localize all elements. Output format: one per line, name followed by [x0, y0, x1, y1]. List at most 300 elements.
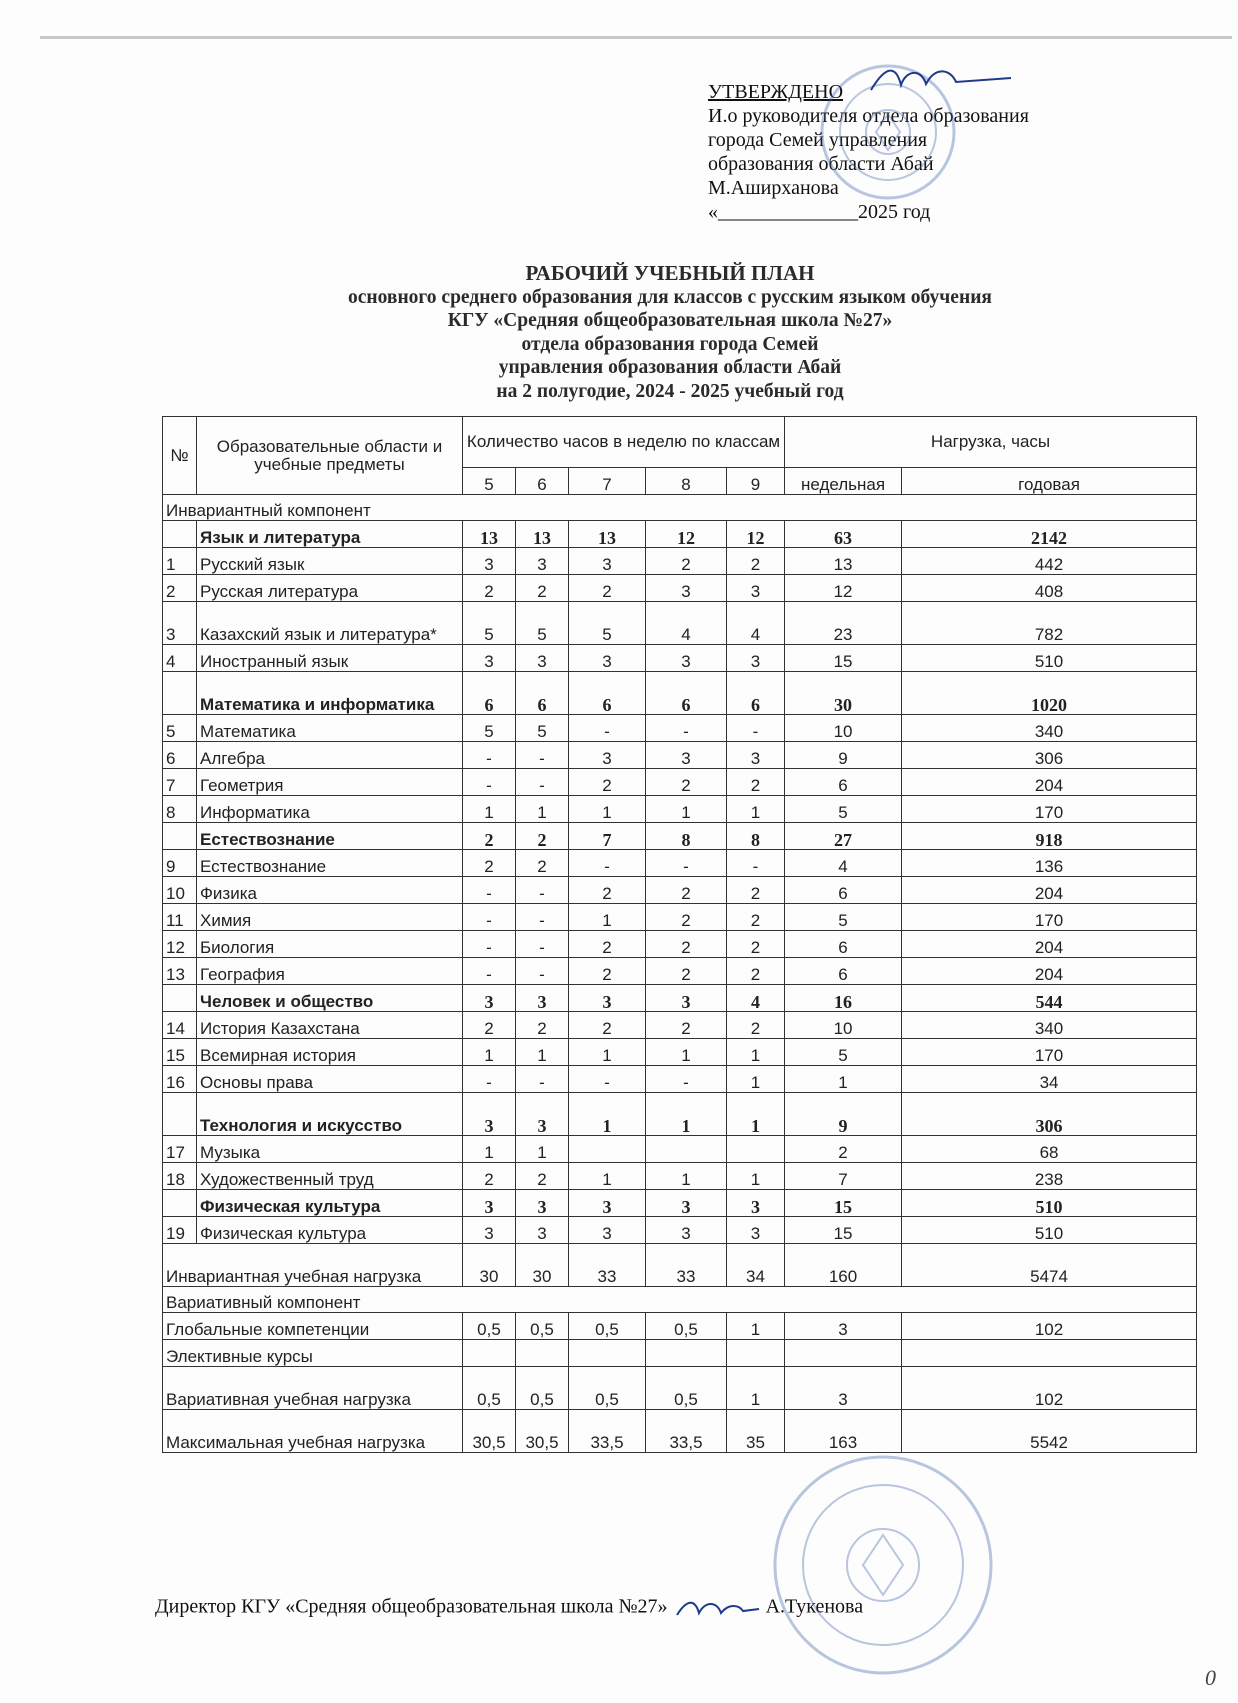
group-row [163, 823, 1197, 850]
grade-hours-cell: 5 [463, 602, 516, 645]
approval-line: М.Аширханова [708, 177, 839, 199]
grade-hours-cell: 2 [463, 823, 516, 850]
grade-hours-cell: 0,5 [569, 1313, 646, 1340]
weekly-load-cell: 2 [785, 1136, 902, 1163]
grade-hours-cell: - [646, 715, 727, 742]
grade-hours-cell: 33,5 [569, 1410, 646, 1453]
weekly-load-cell: 6 [785, 931, 902, 958]
grade-hours-cell [463, 1340, 516, 1367]
grade-hours-cell: - [516, 1066, 569, 1093]
subject-name: Геометрия [197, 769, 463, 796]
grade-hours-cell: 0,5 [646, 1367, 727, 1410]
grade-hours-cell: 1 [569, 1163, 646, 1190]
variative-row [163, 1410, 1197, 1453]
grade-hours-cell: 2 [646, 931, 727, 958]
grade-hours-cell: 4 [727, 602, 785, 645]
summary-label: Инвариантная учебная нагрузка [163, 1244, 463, 1287]
yearly-load-cell: 170 [902, 904, 1197, 931]
grade-hours-cell: 2 [516, 823, 569, 850]
grade-hours-cell: 3 [463, 645, 516, 672]
row-number: 4 [163, 645, 197, 672]
grade-hours-cell: 6 [646, 672, 727, 715]
grade-hours-cell: 1 [727, 1367, 785, 1410]
weekly-load-cell: 15 [785, 1217, 902, 1244]
curriculum-table [162, 416, 1197, 1453]
grade-hours-cell: 2 [463, 1012, 516, 1039]
grade-hours-cell: 3 [727, 575, 785, 602]
row-number: 8 [163, 796, 197, 823]
grade-hours-cell: 0,5 [516, 1313, 569, 1340]
grade-hours-cell: 0,5 [516, 1367, 569, 1410]
header-load: Нагрузка, часы [785, 417, 1197, 468]
header-grade: 9 [727, 468, 785, 495]
heading-line: управления образования области Абай [498, 357, 842, 378]
yearly-load-cell: 204 [902, 931, 1197, 958]
grade-hours-cell: 5 [516, 602, 569, 645]
grade-hours-cell: 3 [569, 1217, 646, 1244]
grade-hours-cell: - [727, 850, 785, 877]
yearly-load-cell: 340 [902, 715, 1197, 742]
grade-hours-cell: 1 [569, 1093, 646, 1136]
subject-row [163, 958, 1197, 985]
grade-hours-cell: 3 [463, 1217, 516, 1244]
group-num-cell [163, 1093, 197, 1136]
grade-hours-cell: 2 [516, 850, 569, 877]
grade-hours-cell: 1 [516, 796, 569, 823]
subject-name: Химия [197, 904, 463, 931]
weekly-load-cell: 9 [785, 742, 902, 769]
subject-name: Всемирная история [197, 1039, 463, 1066]
director-text: Директор КГУ «Средняя общеобразовательная школа №27» [155, 1595, 668, 1618]
director-signature [673, 1595, 761, 1621]
grade-hours-cell: 6 [516, 672, 569, 715]
subject-row [163, 931, 1197, 958]
yearly-load-cell: 918 [902, 823, 1197, 850]
grade-hours-cell: 2 [646, 769, 727, 796]
subject-row [163, 904, 1197, 931]
yearly-load-cell: 204 [902, 877, 1197, 904]
grade-hours-cell: 1 [463, 1136, 516, 1163]
approval-line: И.о руководителя отдела образования [708, 105, 1029, 127]
grade-hours-cell: 3 [516, 1217, 569, 1244]
grade-hours-cell [727, 1136, 785, 1163]
subject-row [163, 575, 1197, 602]
subject-name: История Казахстана [197, 1012, 463, 1039]
subject-row [163, 1217, 1197, 1244]
row-number: 15 [163, 1039, 197, 1066]
weekly-load-cell: 3 [785, 1313, 902, 1340]
grade-hours-cell: 4 [727, 985, 785, 1012]
header-yearly: годовая [902, 468, 1197, 495]
grade-hours-cell: 2 [463, 1163, 516, 1190]
yearly-load-cell: 442 [902, 548, 1197, 575]
yearly-load-cell: 1020 [902, 672, 1197, 715]
grade-hours-cell: - [516, 931, 569, 958]
yearly-load-cell: 306 [902, 742, 1197, 769]
row-number: 2 [163, 575, 197, 602]
subject-row [163, 602, 1197, 645]
header-weekly: недельная [785, 468, 902, 495]
group-num-cell [163, 672, 197, 715]
yearly-load-cell: 5542 [902, 1410, 1197, 1453]
approval-signature [866, 60, 1016, 100]
yearly-load-cell: 170 [902, 1039, 1197, 1066]
grade-hours-cell: 1 [569, 1039, 646, 1066]
grade-hours-cell: 2 [727, 769, 785, 796]
grade-hours-cell: - [646, 1066, 727, 1093]
weekly-load-cell: 6 [785, 769, 902, 796]
grade-hours-cell: 0,5 [569, 1367, 646, 1410]
heading-line: на 2 полугодие, 2024 - 2025 учебный год [496, 380, 844, 402]
summary-label: Максимальная учебная нагрузка [163, 1410, 463, 1453]
grade-hours-cell: 0,5 [463, 1313, 516, 1340]
grade-hours-cell: 3 [727, 645, 785, 672]
subject-name: Физика [197, 877, 463, 904]
grade-hours-cell [646, 1340, 727, 1367]
grade-hours-cell: 3 [569, 645, 646, 672]
subject-row [163, 796, 1197, 823]
subject-row [163, 1039, 1197, 1066]
group-title: Язык и литература [197, 521, 463, 548]
approval-line: города Семей управления [708, 129, 928, 151]
grade-hours-cell: 3 [516, 1190, 569, 1217]
grade-hours-cell: 33,5 [646, 1410, 727, 1453]
weekly-load-cell: 6 [785, 877, 902, 904]
grade-hours-cell: 30,5 [516, 1410, 569, 1453]
grade-hours-cell: 3 [646, 645, 727, 672]
subject-row [163, 877, 1197, 904]
header-subject: Образовательные области и учебные предметы [197, 417, 463, 495]
grade-hours-cell: 34 [727, 1244, 785, 1287]
grade-hours-cell: 2 [569, 958, 646, 985]
weekly-load-cell: 3 [785, 1367, 902, 1410]
grade-hours-cell: 1 [463, 1039, 516, 1066]
yearly-load-cell: 2142 [902, 521, 1197, 548]
grade-hours-cell: 3 [569, 742, 646, 769]
grade-hours-cell: - [463, 904, 516, 931]
yearly-load-cell: 136 [902, 850, 1197, 877]
row-number: 3 [163, 602, 197, 645]
grade-hours-cell: 3 [646, 742, 727, 769]
group-row [163, 521, 1197, 548]
summary-label: Вариативная учебная нагрузка [163, 1367, 463, 1410]
yearly-load-cell: 34 [902, 1066, 1197, 1093]
grade-hours-cell: 7 [569, 823, 646, 850]
grade-hours-cell: 2 [516, 1012, 569, 1039]
row-number: 16 [163, 1066, 197, 1093]
weekly-load-cell: 63 [785, 521, 902, 548]
section-invariant: Инвариантный компонент [163, 495, 1197, 521]
grade-hours-cell: - [516, 877, 569, 904]
yearly-load-cell: 102 [902, 1367, 1197, 1410]
grade-hours-cell: - [569, 850, 646, 877]
corner-mark: 0 [1205, 1665, 1216, 1690]
approval-title: УТВЕРЖДЕНО [708, 81, 844, 103]
grade-hours-cell: 2 [727, 877, 785, 904]
weekly-load-cell: 5 [785, 1039, 902, 1066]
grade-hours-cell: 2 [727, 1012, 785, 1039]
grade-hours-cell: 8 [727, 823, 785, 850]
yearly-load-cell: 782 [902, 602, 1197, 645]
grade-hours-cell: 3 [463, 1093, 516, 1136]
group-row [163, 672, 1197, 715]
group-title: Технология и искусство [197, 1093, 463, 1136]
weekly-load-cell: 6 [785, 958, 902, 985]
grade-hours-cell: - [516, 769, 569, 796]
grade-hours-cell: 1 [727, 1039, 785, 1066]
weekly-load-cell: 12 [785, 575, 902, 602]
grade-hours-cell: 3 [569, 548, 646, 575]
yearly-load-cell: 170 [902, 796, 1197, 823]
row-number: 6 [163, 742, 197, 769]
grade-hours-cell: 1 [646, 796, 727, 823]
grade-hours-cell: 2 [516, 575, 569, 602]
weekly-load-cell: 30 [785, 672, 902, 715]
grade-hours-cell: 5 [516, 715, 569, 742]
group-row [163, 1190, 1197, 1217]
row-number: 17 [163, 1136, 197, 1163]
weekly-load-cell: 5 [785, 904, 902, 931]
grade-hours-cell: 3 [463, 1190, 516, 1217]
subject-row [163, 1066, 1197, 1093]
official-stamp-bottom [765, 1450, 998, 1680]
grade-hours-cell: - [569, 1066, 646, 1093]
header-grade: 5 [463, 468, 516, 495]
grade-hours-cell: 1 [727, 1093, 785, 1136]
document-title: РАБОЧИЙ УЧЕБНЫЙ ПЛАН [525, 261, 815, 285]
grade-hours-cell: 3 [646, 575, 727, 602]
approval-line: образования области Абай [708, 153, 934, 175]
grade-hours-cell: - [463, 958, 516, 985]
heading-line: основного среднего образования для классов с русским языком обучения [348, 286, 992, 308]
weekly-load-cell: 4 [785, 850, 902, 877]
weekly-load-cell: 160 [785, 1244, 902, 1287]
group-num-cell [163, 985, 197, 1012]
grade-hours-cell: 1 [463, 796, 516, 823]
subject-name: Информатика [197, 796, 463, 823]
yearly-load-cell: 306 [902, 1093, 1197, 1136]
grade-hours-cell: 3 [646, 1190, 727, 1217]
grade-hours-cell: 1 [516, 1039, 569, 1066]
subject-row [163, 645, 1197, 672]
grade-hours-cell: 30 [516, 1244, 569, 1287]
yearly-load-cell: 510 [902, 1190, 1197, 1217]
approval-date: «______________2025 год [708, 201, 931, 223]
row-number: 18 [163, 1163, 197, 1190]
grade-hours-cell: 30,5 [463, 1410, 516, 1453]
weekly-load-cell: 15 [785, 645, 902, 672]
grade-hours-cell: 33 [569, 1244, 646, 1287]
subject-name: Естествознание [197, 850, 463, 877]
subject-name: Алгебра [197, 742, 463, 769]
grade-hours-cell: 1 [727, 1163, 785, 1190]
grade-hours-cell: 13 [569, 521, 646, 548]
grade-hours-cell: 3 [463, 548, 516, 575]
grade-hours-cell: 2 [569, 1012, 646, 1039]
weekly-load-cell: 16 [785, 985, 902, 1012]
grade-hours-cell: - [463, 877, 516, 904]
grade-hours-cell: 2 [569, 931, 646, 958]
grade-hours-cell: 1 [727, 1066, 785, 1093]
subject-row [163, 742, 1197, 769]
grade-hours-cell: - [516, 904, 569, 931]
grade-hours-cell: 2 [727, 904, 785, 931]
grade-hours-cell: 2 [569, 769, 646, 796]
grade-hours-cell: - [646, 850, 727, 877]
subject-name: Основы права [197, 1066, 463, 1093]
grade-hours-cell: 1 [727, 1313, 785, 1340]
grade-hours-cell [569, 1136, 646, 1163]
grade-hours-cell: 2 [727, 548, 785, 575]
yearly-load-cell: 510 [902, 1217, 1197, 1244]
row-number: 5 [163, 715, 197, 742]
grade-hours-cell: 3 [646, 1217, 727, 1244]
header-hours-per-week: Количество часов в неделю по классам [463, 417, 785, 468]
group-title: Математика и информатика [197, 672, 463, 715]
director-name: А.Тукенова [765, 1595, 864, 1618]
grade-hours-cell: 6 [569, 672, 646, 715]
grade-hours-cell: 1 [727, 796, 785, 823]
subject-name: Математика [197, 715, 463, 742]
grade-hours-cell: 2 [463, 575, 516, 602]
header-grade: 7 [569, 468, 646, 495]
subject-row [163, 548, 1197, 575]
header-grade: 8 [646, 468, 727, 495]
weekly-load-cell: 5 [785, 796, 902, 823]
yearly-load-cell: 408 [902, 575, 1197, 602]
grade-hours-cell: 4 [646, 602, 727, 645]
grade-hours-cell: 3 [516, 645, 569, 672]
grade-hours-cell: 13 [463, 521, 516, 548]
grade-hours-cell: - [463, 931, 516, 958]
group-title: Человек и общество [197, 985, 463, 1012]
weekly-load-cell: 27 [785, 823, 902, 850]
yearly-load-cell: 510 [902, 645, 1197, 672]
grade-hours-cell: 13 [516, 521, 569, 548]
subject-row [163, 1136, 1197, 1163]
group-title: Естествознание [197, 823, 463, 850]
grade-hours-cell: 2 [516, 1163, 569, 1190]
yearly-load-cell [902, 1340, 1197, 1367]
variative-row [163, 1367, 1197, 1410]
grade-hours-cell: - [516, 742, 569, 769]
grade-hours-cell [569, 1340, 646, 1367]
curriculum-table-body [163, 417, 1197, 1453]
heading-line: КГУ «Средняя общеобразовательная школа №27» [447, 310, 893, 331]
subject-name: География [197, 958, 463, 985]
grade-hours-cell: 3 [727, 742, 785, 769]
yearly-load-cell: 544 [902, 985, 1197, 1012]
grade-hours-cell: 5 [569, 602, 646, 645]
row-number: 10 [163, 877, 197, 904]
yearly-load-cell: 340 [902, 1012, 1197, 1039]
yearly-load-cell: 68 [902, 1136, 1197, 1163]
weekly-load-cell: 10 [785, 1012, 902, 1039]
grade-hours-cell: 0,5 [463, 1367, 516, 1410]
grade-hours-cell: 2 [646, 877, 727, 904]
heading-line: отдела образования города Семей [521, 333, 819, 355]
variative-row [163, 1340, 1197, 1367]
grade-hours-cell: 3 [516, 1093, 569, 1136]
weekly-load-cell: 1 [785, 1066, 902, 1093]
group-row [163, 1093, 1197, 1136]
section-row [163, 1287, 1197, 1313]
weekly-load-cell: 15 [785, 1190, 902, 1217]
subject-name: Русская литература [197, 575, 463, 602]
grade-hours-cell: 1 [646, 1093, 727, 1136]
grade-hours-cell: 33 [646, 1244, 727, 1287]
table-header-row [163, 417, 1197, 468]
yearly-load-cell: 238 [902, 1163, 1197, 1190]
row-number: 14 [163, 1012, 197, 1039]
row-number: 19 [163, 1217, 197, 1244]
subject-name: Физическая культура [197, 1217, 463, 1244]
grade-hours-cell: - [516, 958, 569, 985]
grade-hours-cell: - [727, 715, 785, 742]
group-num-cell [163, 1190, 197, 1217]
row-number: 12 [163, 931, 197, 958]
group-title: Физическая культура [197, 1190, 463, 1217]
subject-name: Художественный труд [197, 1163, 463, 1190]
section-row [163, 495, 1197, 521]
subject-row [163, 769, 1197, 796]
grade-hours-cell: 3 [727, 1190, 785, 1217]
grade-hours-cell: 1 [646, 1163, 727, 1190]
grade-hours-cell: 1 [569, 796, 646, 823]
grade-hours-cell: 2 [727, 958, 785, 985]
grade-hours-cell: - [463, 769, 516, 796]
weekly-load-cell: 23 [785, 602, 902, 645]
grade-hours-cell: 2 [646, 904, 727, 931]
grade-hours-cell: 30 [463, 1244, 516, 1287]
yearly-load-cell: 102 [902, 1313, 1197, 1340]
grade-hours-cell: 6 [727, 672, 785, 715]
grade-hours-cell: 8 [646, 823, 727, 850]
grade-hours-cell: 3 [516, 985, 569, 1012]
grade-hours-cell: 2 [463, 850, 516, 877]
header-grade: 6 [516, 468, 569, 495]
subject-row [163, 850, 1197, 877]
page-top-edge [40, 36, 1232, 39]
director-signature-line [155, 1595, 1155, 1621]
row-number: 11 [163, 904, 197, 931]
subject-row [163, 1012, 1197, 1039]
grade-hours-cell: 2 [646, 548, 727, 575]
grade-hours-cell: 3 [516, 548, 569, 575]
grade-hours-cell: 2 [646, 1012, 727, 1039]
summary-label: Элективные курсы [163, 1340, 463, 1367]
grade-hours-cell: 2 [569, 877, 646, 904]
weekly-load-cell: 9 [785, 1093, 902, 1136]
subject-row [163, 715, 1197, 742]
grade-hours-cell: - [463, 742, 516, 769]
grade-hours-cell: 3 [569, 1190, 646, 1217]
grade-hours-cell: 6 [463, 672, 516, 715]
yearly-load-cell: 204 [902, 958, 1197, 985]
grade-hours-cell [727, 1340, 785, 1367]
group-row [163, 985, 1197, 1012]
grade-hours-cell: 35 [727, 1410, 785, 1453]
grade-hours-cell: 3 [646, 985, 727, 1012]
grade-hours-cell [646, 1136, 727, 1163]
row-number: 13 [163, 958, 197, 985]
grade-hours-cell: 5 [463, 715, 516, 742]
weekly-load-cell: 163 [785, 1410, 902, 1453]
subject-name: Казахский язык и литература* [197, 602, 463, 645]
weekly-load-cell: 7 [785, 1163, 902, 1190]
yearly-load-cell: 204 [902, 769, 1197, 796]
header-num: № [163, 417, 197, 495]
